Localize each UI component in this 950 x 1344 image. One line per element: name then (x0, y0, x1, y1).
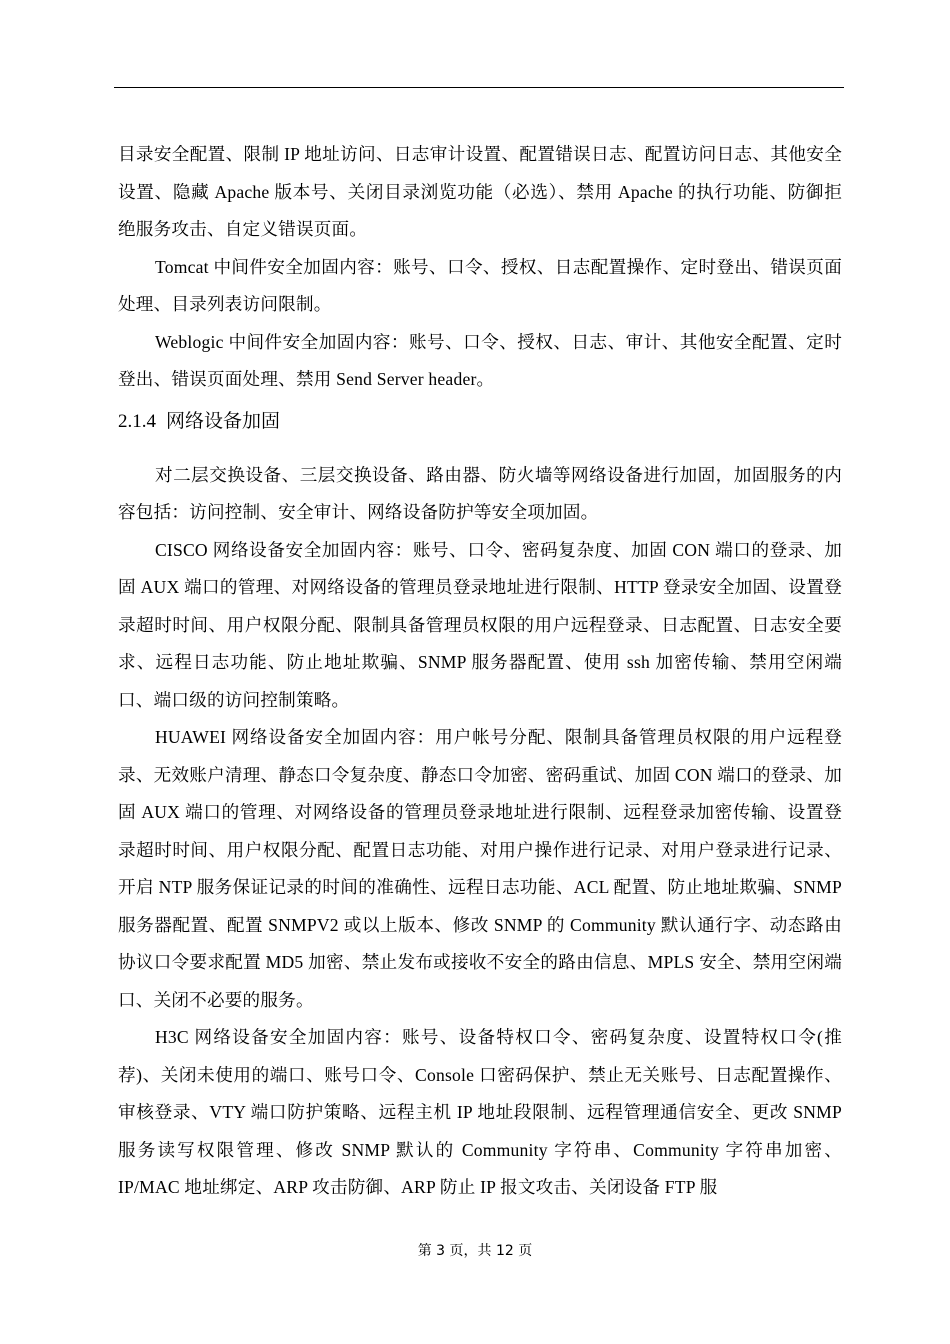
paragraph-h3c: H3C 网络设备安全加固内容：账号、设备特权口令、密码复杂度、设置特权口令(推荐)、关闭未使用的端口、账号口令、Console 口密码保护、禁止无关账号、日志配置操作、审核登录、VTY 端口防护策略、远程主机 IP 地址段限制、远程管理通信安全、更改 SNMP 服务读写权限管理、修改 SNMP 默认的 Community 字符串、Community 字符串加密、IP/MAC 地址绑定、ARP 攻击防御、ARP 防止 IP 报文攻击、关闭设备 FTP 服 (118, 1027, 842, 1197)
header-rule (114, 87, 844, 88)
paragraph-cisco: CISCO 网络设备安全加固内容：账号、口令、密码复杂度、加固 CON 端口的登录、加固 AUX 端口的管理、对网络设备的管理员登录地址进行限制、HTTP 登录安全加固、设置登录超时时间、用户权限分配、限制具备管理员权限的用户远程登录、日志配置、日志安全要求、远程日志功能、防止地址欺骗、SNMP 服务器配置、使用 ssh 加密传输、禁用空闲端口、端口级的访问控制策略。 (118, 539, 842, 710)
section-heading (118, 402, 842, 441)
paragraph-tomcat: Tomcat 中间件安全加固内容：账号、口令、授权、日志配置操作、定时登出、错误页面处理、目录列表访问限制。 (118, 256, 842, 314)
document-body (118, 136, 842, 1207)
section-title: 网络设备加固 (166, 409, 281, 432)
paragraph-huawei: HUAWEI 网络设备安全加固内容：用户帐号分配、限制具备管理员权限的用户远程登录、无效账户清理、静态口令复杂度、静态口令加密、密码重试、加固 CON 端口的登录、加固 AUX 端口的管理、对网络设备的管理员登录地址进行限制、远程登录加密传输、设置登录超时时间、用户权限分配、配置日志功能、对用户操作进行记录、对用户登录进行记录、开启 NTP 服务保证记录的时间的准确性、远程日志功能、ACL 配置、防止地址欺骗、SNMP 服务器配置、配置 SNMPV2 或以上版本、修改 SNMP 的 Community 默认通行字、动态路由协议口令要求配置 MD5 加密、禁止发布或接收不安全的路由信息、MPLS 安全、禁用空闲端口、关闭不必要的服务。 (118, 727, 842, 1010)
page-footer: 第 3 页，共 12 页 (417, 1243, 533, 1259)
paragraph-apache-continued: 目录安全配置、限制 IP 地址访问、日志审计设置、配置错误日志、配置访问日志、其他安全设置、隐藏 Apache 版本号、关闭目录浏览功能（必选）、禁用 Apache 的执行功能、防御拒绝服务攻击、自定义错误页面。 (118, 144, 842, 239)
section-number: 2.1.4 (118, 410, 156, 432)
paragraph-weblogic: Weblogic 中间件安全加固内容：账号、口令、授权、日志、审计、其他安全配置、定时登出、错误页面处理、禁用 Send Server header。 (118, 331, 842, 389)
paragraph-network-intro: 对二层交换设备、三层交换设备、路由器、防火墙等网络设备进行加固，加固服务的内容包括：访问控制、安全审计、网络设备防护等安全项加固。 (118, 464, 842, 522)
